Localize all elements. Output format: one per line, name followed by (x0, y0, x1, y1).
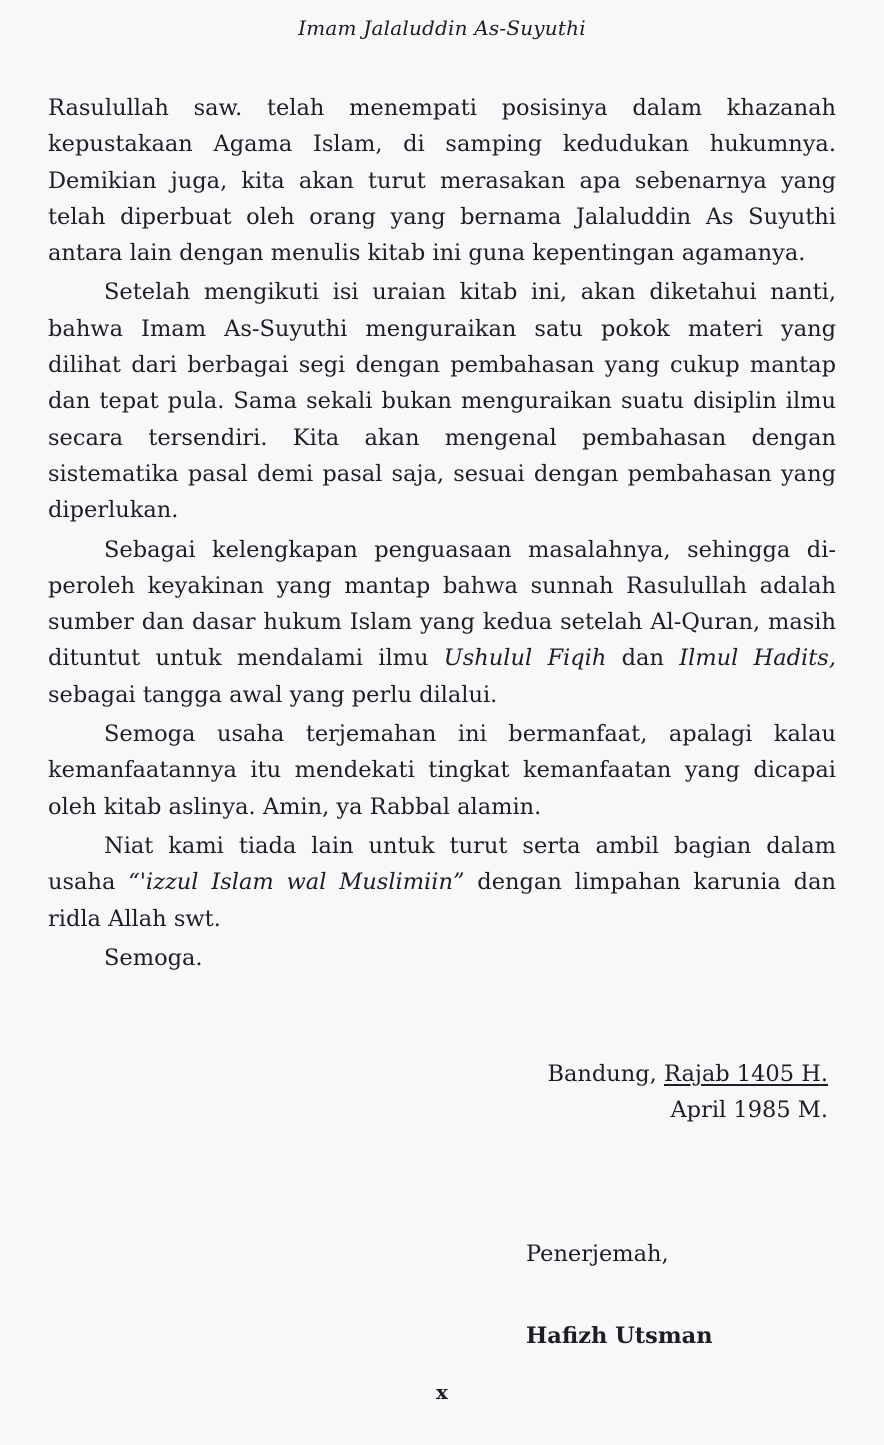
paragraph-5 (48, 828, 836, 937)
place-name: Bandung, (547, 1061, 657, 1087)
phrase-izzul-islam: “'izzul Islam wal Muslimiin” (128, 869, 465, 896)
paragraph-4: Semoga usaha terjemahan ini bermanfaat, apalagi kalau kemanfaatannya itu mendekati tingkat kemanfaatan yang dicapai oleh kitab aslinya. Amin, ya Rabbal alamin. (48, 721, 836, 820)
paragraph-2: Setelah mengikuti isi uraian kitab ini, akan diketahui nanti, bahwa Imam As-Suyuthi menguraikan satu pokok materi yang dilihat dari berbagai segi dengan pembahasan yang cukup mantap dan tepat pula. Sama sekali bukan menguraikan suatu disiplin ilmu secara tersendiri. Kita akan mengenal pembahasan dengan sistematika pasal demi pasal saja, sesuai dengan pembahasan yang diperlukan. (48, 279, 836, 524)
paragraph-5-text-b: dengan limpahan karunia dan ridla Allah swt. (48, 869, 836, 932)
translator-name: Hafizh Utsman (526, 1323, 713, 1349)
translator-label: Penerjemah, (526, 1241, 669, 1267)
signature-block (526, 1236, 713, 1354)
paragraph-3-text-c: sebagai tangga awal yang perlu dilalui. (48, 681, 498, 708)
gregorian-date: April 1985 M. (670, 1097, 828, 1123)
paragraph-3-text-a: Sebagai kelengkapan penguasaan masalahnya, sehingga di-peroleh keyakinan yang mantap bahwa sunnah Rasulullah adalah sumber dan dasar hukum Islam yang kedua setelah Al-Quran, masih dituntut untuk mendalami ilmu (48, 536, 836, 672)
paragraph-3-text-b: dan (606, 645, 680, 672)
body-text (48, 90, 836, 976)
date-line-hijri (547, 1056, 828, 1092)
term-ushulul-fiqih: Ushulul Fiqih (443, 645, 607, 672)
paragraph-3 (48, 532, 836, 713)
hijri-date: Rajab 1405 H. (663, 1061, 828, 1087)
date-block (547, 1056, 828, 1128)
paragraph-5-text-a: Niat kami tiada lain untuk turut serta ambil bagian dalam usaha (48, 832, 836, 896)
running-head-title: Imam Jalaluddin As-Suyuthi (298, 16, 586, 40)
paragraph-1: Rasulullah saw. telah menempati posisinya dalam khazanah kepustakaan Agama Islam, di samping kedudukan hukumnya. Demikian juga, kita akan turut merasakan apa sebenarnya yang telah diperbuat oleh orang yang bernama Jalaluddin As Suyuthi antara lain dengan menulis kitab ini guna kepentingan agamanya. (48, 95, 836, 267)
page-number: x (436, 1380, 448, 1404)
paragraph-closing-word: Semoga. (104, 944, 203, 971)
term-ilmul-hadits: Ilmul Hadits, (679, 645, 836, 672)
